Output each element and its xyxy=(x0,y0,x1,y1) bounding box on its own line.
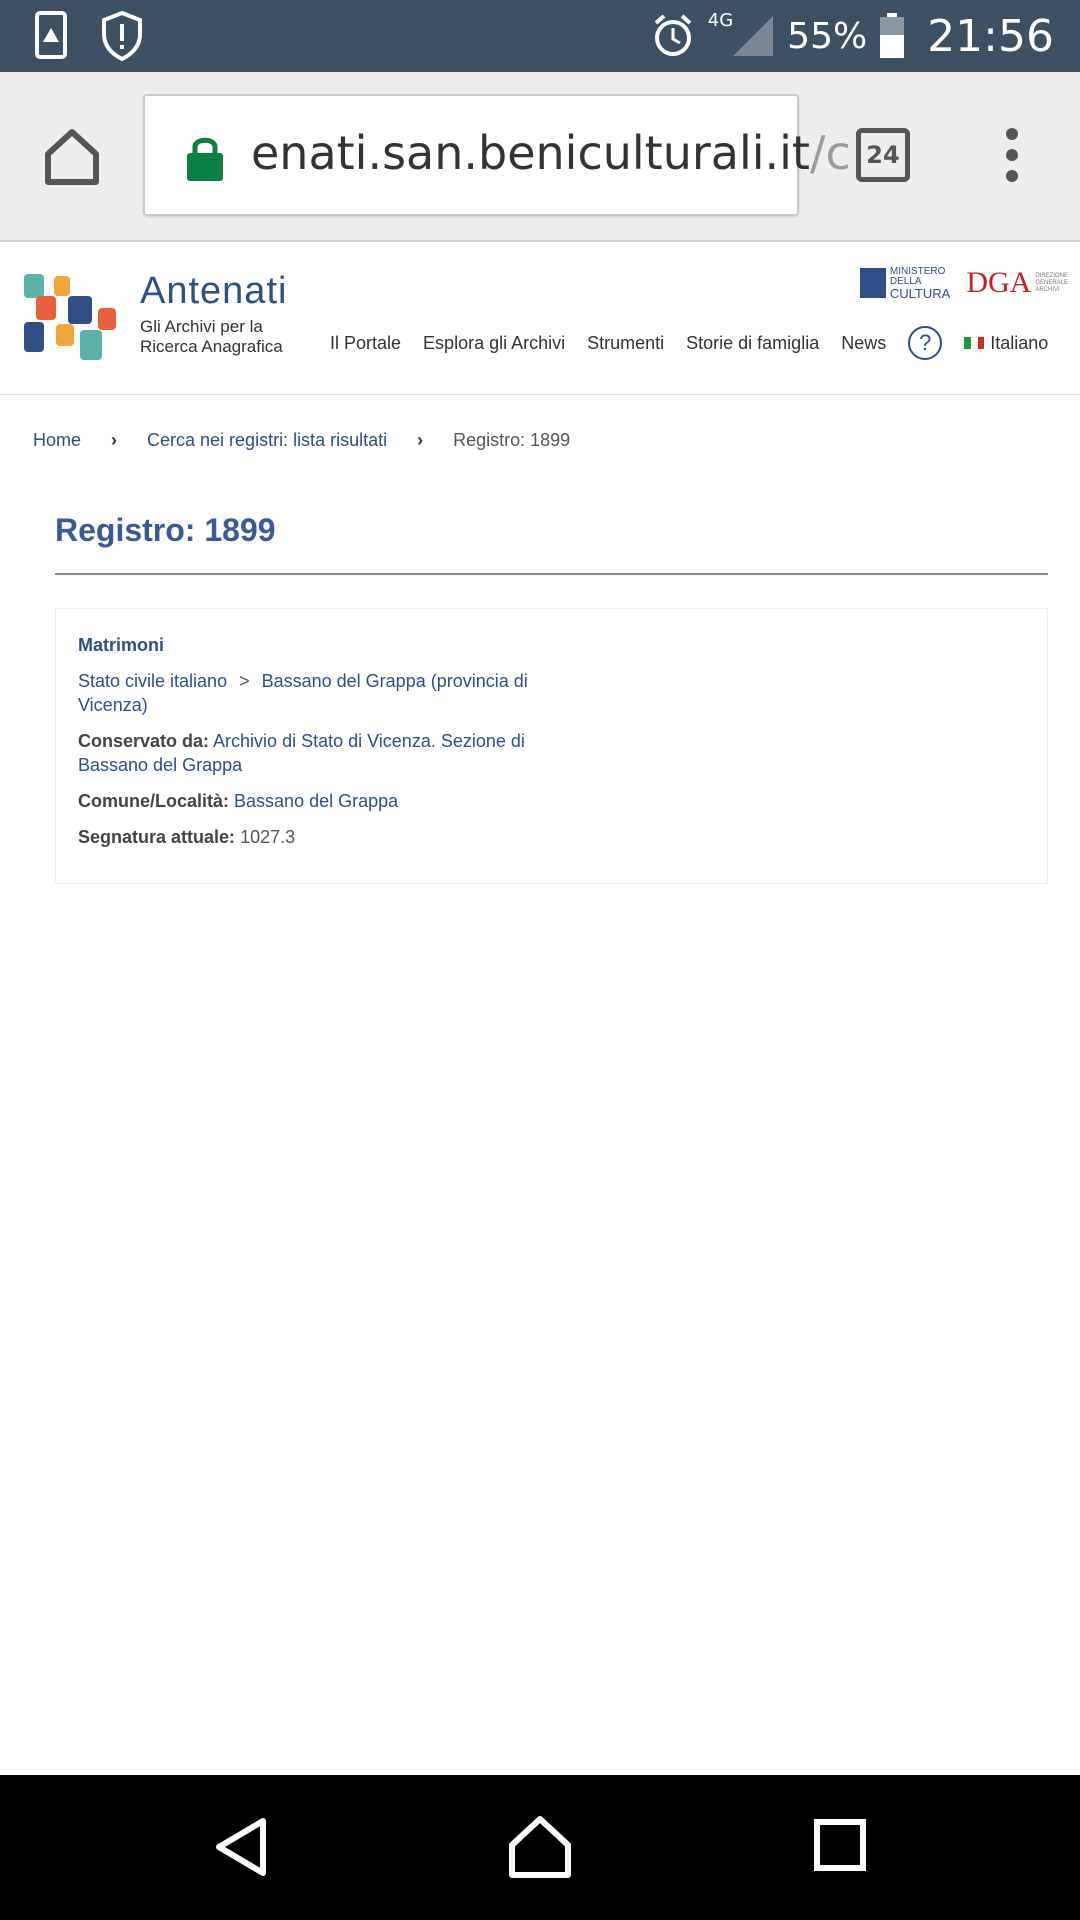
network-type: 4G xyxy=(707,9,734,31)
page-title: Registro: 1899 xyxy=(55,512,276,548)
mic-logo-line-2: DELLA xyxy=(889,275,922,287)
chevron-right-icon: › xyxy=(111,430,118,450)
nav-strumenti[interactable]: Strumenti xyxy=(587,332,665,353)
comune-link[interactable]: Bassano del Grappa xyxy=(234,791,399,811)
breadcrumb xyxy=(33,430,570,451)
language-label: Italiano xyxy=(990,332,1049,353)
conservato-label: Conservato da: xyxy=(78,731,210,751)
site-header xyxy=(0,242,1080,395)
home-icon[interactable] xyxy=(40,124,104,188)
conservato-link[interactable]: Archivio di Stato di Vicenza. Sezione di Bassano del Grappa xyxy=(78,731,525,775)
brand-subtitle-line-2: Ricerca Anagrafica xyxy=(140,337,283,356)
mic-logo-line-3: CULTURA xyxy=(889,285,951,301)
shield-alert-icon xyxy=(100,10,144,62)
language-selector[interactable] xyxy=(964,333,1048,354)
brand-subtitle xyxy=(140,317,287,357)
brand-title: Antenati xyxy=(140,270,288,312)
url-bar[interactable] xyxy=(143,94,851,216)
italian-flag-icon xyxy=(964,337,984,349)
dga-line-2: GENERALE xyxy=(1035,279,1068,286)
mic-logo-line-1: MINISTERO xyxy=(889,265,946,277)
signal-icon xyxy=(731,14,775,58)
recents-icon[interactable] xyxy=(814,1819,866,1871)
help-icon[interactable]: ? xyxy=(908,326,942,360)
clock: 21:56 xyxy=(927,10,1054,62)
battery-icon xyxy=(879,13,905,59)
comune-label: Comune/Località: xyxy=(78,791,230,811)
sim-warning-icon xyxy=(34,10,68,60)
breadcrumb-home[interactable]: Home xyxy=(33,430,82,450)
record-comune xyxy=(78,789,538,813)
overflow-menu-icon[interactable] xyxy=(1000,128,1024,184)
main-nav xyxy=(330,326,1048,360)
battery-percent: 55% xyxy=(787,15,868,57)
breadcrumb-results[interactable]: Cerca nei registri: lista risultati xyxy=(147,430,388,450)
mic-logo[interactable] xyxy=(860,267,950,300)
mic-logo-text xyxy=(890,267,950,300)
dga-logo-subtext xyxy=(1035,273,1068,294)
url-path: /c xyxy=(809,126,851,180)
segnatura-label: Segnatura attuale: xyxy=(78,827,236,847)
record-type: Matrimoni xyxy=(78,635,165,655)
url-main: enati.san.beniculturali.it xyxy=(251,126,810,180)
mic-logo-badge xyxy=(860,268,886,298)
breadcrumb-current: Registro: 1899 xyxy=(453,430,571,450)
nav-il-portale[interactable]: Il Portale xyxy=(330,332,402,353)
alarm-icon xyxy=(650,13,696,59)
record-card xyxy=(55,608,1048,884)
nav-esplora-archivi[interactable]: Esplora gli Archivi xyxy=(423,332,566,353)
record-conservato xyxy=(78,729,538,777)
chevron-right-icon: › xyxy=(417,430,424,450)
tab-switcher-button[interactable]: 24 xyxy=(856,128,910,182)
record-segnatura xyxy=(78,825,538,849)
home-nav-icon[interactable] xyxy=(508,1815,572,1879)
dga-logo[interactable] xyxy=(966,266,1068,300)
antenati-logo-icon[interactable] xyxy=(22,272,122,362)
nav-news[interactable]: News xyxy=(841,332,887,353)
segnatura-value: 1027.3 xyxy=(240,827,296,847)
browser-toolbar xyxy=(0,72,1080,242)
back-icon[interactable] xyxy=(213,1817,269,1877)
record-path xyxy=(78,669,538,717)
path-bassano-link[interactable]: Bassano del Grappa (provincia di Vicenza) xyxy=(78,671,528,715)
dga-logo-text: DGA xyxy=(966,266,1032,299)
path-separator: > xyxy=(239,671,250,691)
brand-subtitle-line-1: Gli Archivi per la xyxy=(140,317,263,336)
ministry-logos xyxy=(860,266,1068,300)
dga-line-3: ARCHIVI xyxy=(1035,286,1060,293)
url-text xyxy=(251,126,851,180)
lock-icon xyxy=(185,134,225,182)
title-divider xyxy=(55,573,1048,575)
path-stato-civile-link[interactable]: Stato civile italiano xyxy=(78,671,228,691)
system-nav-bar xyxy=(0,1775,1080,1920)
nav-storie-di-famiglia[interactable]: Storie di famiglia xyxy=(686,332,820,353)
status-bar xyxy=(0,0,1080,72)
dga-line-1: DIREZIONE xyxy=(1035,272,1068,279)
brand[interactable] xyxy=(140,270,287,357)
